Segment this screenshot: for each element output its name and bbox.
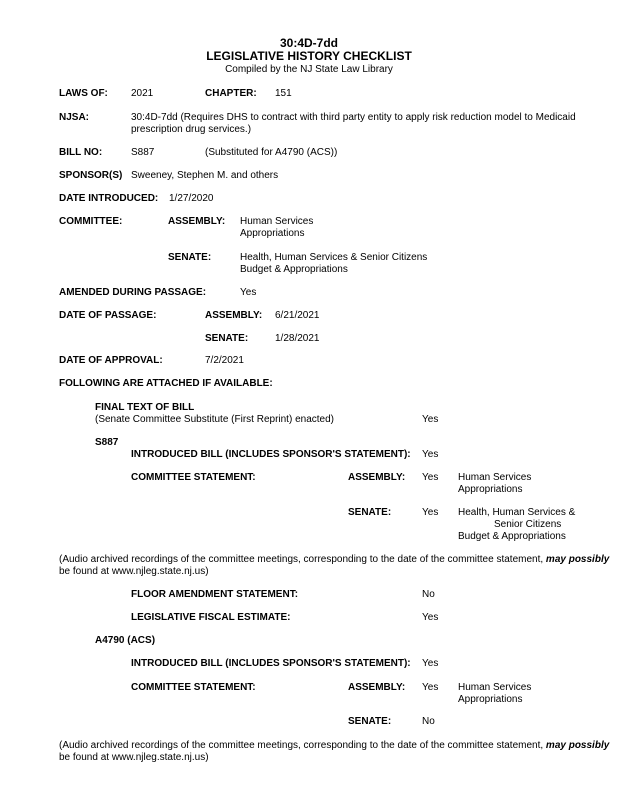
committee-assembly-1: Human Services	[240, 216, 314, 227]
date-introduced-label: DATE INTRODUCED:	[59, 193, 159, 204]
s887-heading: S887	[95, 437, 119, 448]
page-subtitle: Compiled by the NJ State Law Library	[225, 64, 393, 75]
audio-note-2-emphasis: may possibly	[545, 740, 610, 751]
laws-of-label: LAWS OF:	[59, 88, 108, 99]
a4790-intro-value: Yes	[422, 658, 439, 669]
s887-assembly-committee-2: Appropriations	[458, 484, 523, 495]
passage-senate-value: 1/28/2021	[275, 333, 320, 344]
passage-label: DATE OF PASSAGE:	[59, 310, 157, 321]
s887-senate-committee-3: Budget & Appropriations	[458, 531, 566, 542]
committee-assembly-2: Appropriations	[240, 228, 305, 239]
a4790-heading: A4790 (ACS)	[95, 635, 156, 646]
approval-label: DATE OF APPROVAL:	[59, 355, 163, 366]
a4790-committee-label: COMMITTEE STATEMENT:	[131, 682, 256, 693]
s887-intro-label: INTRODUCED BILL (INCLUDES SPONSOR'S STATEMENT):	[131, 449, 411, 460]
committee-senate-1: Health, Human Services & Senior Citizens	[240, 252, 428, 263]
njsa-line-2: prescription drug services.)	[131, 124, 252, 135]
chapter-label: CHAPTER:	[205, 88, 257, 99]
committee-label: COMMITTEE:	[59, 216, 123, 227]
date-introduced-value: 1/27/2020	[169, 193, 214, 204]
audio-note-1-line-2: be found at www.njleg.state.nj.us)	[59, 566, 209, 577]
s887-assembly-value: Yes	[422, 472, 439, 483]
passage-senate-label: SENATE:	[205, 333, 249, 344]
floor-amendment-value: No	[422, 589, 435, 600]
committee-senate-label: SENATE:	[168, 252, 212, 263]
a4790-intro-label: INTRODUCED BILL (INCLUDES SPONSOR'S STATEMENT):	[131, 658, 411, 669]
s887-committee-label: COMMITTEE STATEMENT:	[131, 472, 256, 483]
s887-senate-committee-1: Health, Human Services &	[458, 507, 576, 518]
final-text-label: FINAL TEXT OF BILL	[95, 402, 195, 413]
final-text-sub: (Senate Committee Substitute (First Reprint) enacted)	[95, 414, 334, 425]
amended-label: AMENDED DURING PASSAGE:	[59, 287, 207, 298]
sponsor-value: Sweeney, Stephen M. and others	[131, 170, 279, 181]
s887-intro-value: Yes	[422, 449, 439, 460]
s887-senate-value: Yes	[422, 507, 439, 518]
passage-assembly-value: 6/21/2021	[275, 310, 320, 321]
a4790-assembly-committee-2: Appropriations	[458, 694, 523, 705]
njsa-line-1: 30:4D-7dd (Requires DHS to contract with third party entity to apply risk reduction model to Medicaid	[131, 112, 576, 123]
bill-no-label: BILL NO:	[59, 147, 103, 158]
a4790-assembly-committee-1: Human Services	[458, 682, 532, 693]
s887-assembly-committee-1: Human Services	[458, 472, 532, 483]
sponsor-label: SPONSOR(S)	[59, 170, 123, 181]
committee-senate-2: Budget & Appropriations	[240, 264, 348, 275]
statute-number: 30:4D-7dd	[279, 36, 338, 50]
amended-value: Yes	[240, 287, 257, 298]
laws-of-value: 2021	[131, 88, 154, 99]
final-text-value: Yes	[422, 414, 439, 425]
audio-note-1-emphasis: may possibly	[545, 554, 610, 565]
njsa-label: NJSA:	[59, 112, 90, 123]
bill-no-value: S887	[131, 147, 155, 158]
s887-assembly-label: ASSEMBLY:	[348, 472, 406, 483]
a4790-assembly-label: ASSEMBLY:	[348, 682, 406, 693]
audio-note-2-text: (Audio archived recordings of the committee meetings, corresponding to the date of the committee statement,	[59, 740, 546, 751]
a4790-assembly-value: Yes	[422, 682, 439, 693]
floor-amendment-label: FLOOR AMENDMENT STATEMENT:	[131, 589, 299, 600]
committee-assembly-label: ASSEMBLY:	[168, 216, 226, 227]
audio-note-1	[59, 554, 609, 565]
chapter-value: 151	[275, 88, 292, 99]
passage-assembly-label: ASSEMBLY:	[205, 310, 263, 321]
page-title: LEGISLATIVE HISTORY CHECKLIST	[206, 49, 412, 63]
audio-note-2	[59, 740, 609, 751]
s887-senate-label: SENATE:	[348, 507, 392, 518]
a4790-senate-value: No	[422, 716, 435, 727]
attached-heading: FOLLOWING ARE ATTACHED IF AVAILABLE:	[59, 378, 273, 389]
bill-substitution-note: (Substituted for A4790 (ACS))	[205, 147, 338, 158]
a4790-senate-label: SENATE:	[348, 716, 392, 727]
audio-note-1-text: (Audio archived recordings of the committee meetings, corresponding to the date of the committee statement,	[59, 554, 546, 565]
fiscal-estimate-label: LEGISLATIVE FISCAL ESTIMATE:	[131, 612, 291, 623]
s887-senate-committee-2: Senior Citizens	[494, 519, 562, 530]
fiscal-estimate-value: Yes	[422, 612, 439, 623]
audio-note-2-line-2: be found at www.njleg.state.nj.us)	[59, 752, 209, 763]
approval-value: 7/2/2021	[205, 355, 244, 366]
